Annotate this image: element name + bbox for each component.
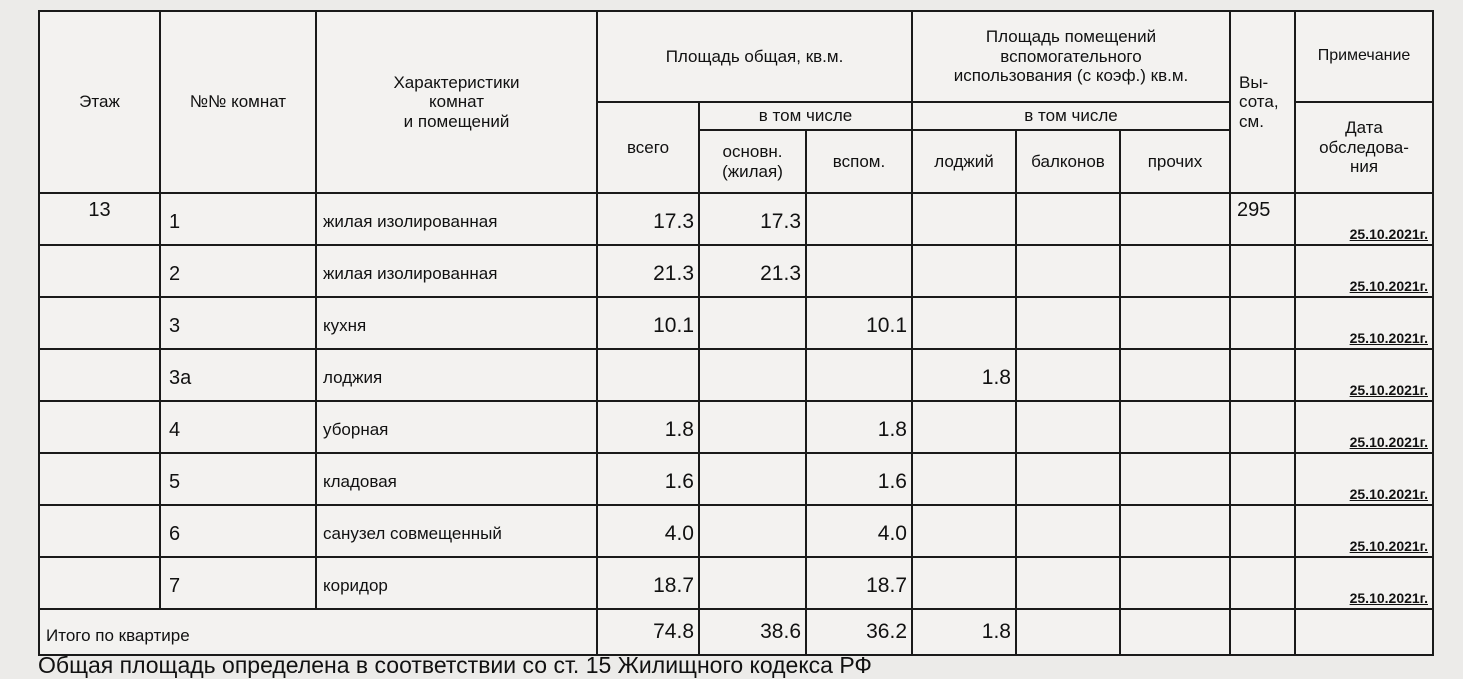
cell-loggia-area xyxy=(912,453,1016,505)
survey-date-value: 25.10.2021г. xyxy=(1349,590,1428,606)
header-room-number: №№ комнат xyxy=(160,11,316,193)
cell-loggia-area xyxy=(912,297,1016,349)
cell-balcony-area xyxy=(1016,557,1120,609)
cell-other-area xyxy=(1120,557,1230,609)
cell-loggia-area xyxy=(912,401,1016,453)
header-aux-area-line-2: вспомогательного xyxy=(1000,46,1142,66)
cell-description: кухня xyxy=(316,297,597,349)
cell-other-area xyxy=(1120,193,1230,245)
header-characteristics-line-2: комнат xyxy=(428,92,485,112)
cell-main-area xyxy=(699,401,806,453)
cell-height xyxy=(1230,505,1295,557)
totals-height xyxy=(1230,609,1295,655)
cell-room-number: 3а xyxy=(160,349,316,401)
cell-main-area xyxy=(699,453,806,505)
cell-main-area xyxy=(699,349,806,401)
cell-floor xyxy=(39,297,160,349)
cell-balcony-area xyxy=(1016,453,1120,505)
header-total-area: Площадь общая, кв.м. xyxy=(597,11,912,102)
table-row xyxy=(39,401,1433,453)
cell-other-area xyxy=(1120,349,1230,401)
cell-aux-area xyxy=(806,245,912,297)
cell-main-area xyxy=(699,297,806,349)
totals-date xyxy=(1295,609,1433,655)
cell-height xyxy=(1230,557,1295,609)
cell-room-number: 6 xyxy=(160,505,316,557)
header-main-line-2: (жилая) xyxy=(722,161,783,181)
cell-loggia-area xyxy=(912,557,1016,609)
cell-other-area xyxy=(1120,245,1230,297)
header-total: всего xyxy=(597,102,699,193)
cell-balcony-area xyxy=(1016,245,1120,297)
totals-row xyxy=(39,609,1433,655)
header-characteristics-line-1: Характеристики xyxy=(393,72,520,92)
header-other: прочих xyxy=(1120,130,1230,193)
cell-description: кладовая xyxy=(316,453,597,505)
cell-aux-area xyxy=(806,193,912,245)
cell-aux-area: 10.1 xyxy=(806,297,912,349)
survey-date-value: 25.10.2021г. xyxy=(1349,330,1428,346)
totals-balcony-area xyxy=(1016,609,1120,655)
cell-height: 295 xyxy=(1230,193,1295,245)
cell-total-area: 1.6 xyxy=(597,453,699,505)
table-row xyxy=(39,505,1433,557)
survey-date-value: 25.10.2021г. xyxy=(1349,226,1428,242)
header-main xyxy=(699,130,806,193)
cell-floor xyxy=(39,401,160,453)
cell-other-area xyxy=(1120,453,1230,505)
cell-description: коридор xyxy=(316,557,597,609)
header-characteristics-line-3: и помещений xyxy=(403,111,510,131)
header-aux: вспом. xyxy=(806,130,912,193)
header-height xyxy=(1230,11,1295,193)
totals-aux-area: 36.2 xyxy=(806,609,912,655)
cell-room-number: 4 xyxy=(160,401,316,453)
cell-total-area: 17.3 xyxy=(597,193,699,245)
cell-floor xyxy=(39,349,160,401)
totals-main-area: 38.6 xyxy=(699,609,806,655)
cell-height xyxy=(1230,245,1295,297)
cell-description: жилая изолированная xyxy=(316,245,597,297)
header-note: Примечание xyxy=(1295,11,1433,102)
cell-height xyxy=(1230,453,1295,505)
header-balconies: балконов xyxy=(1016,130,1120,193)
cell-total-area xyxy=(597,349,699,401)
cell-floor xyxy=(39,505,160,557)
table-row xyxy=(39,557,1433,609)
totals-label: Итого по квартире xyxy=(39,609,597,655)
area-table xyxy=(38,10,1434,656)
table-row xyxy=(39,349,1433,401)
cell-floor: 13 xyxy=(39,193,160,245)
cell-loggia-area xyxy=(912,505,1016,557)
survey-date-value: 25.10.2021г. xyxy=(1349,382,1428,398)
cell-floor xyxy=(39,245,160,297)
header-including-2: в том числе xyxy=(912,102,1230,130)
header-aux-area-line-3: использования (с коэф.) кв.м. xyxy=(953,66,1189,86)
cell-survey-date xyxy=(1295,505,1433,557)
cell-main-area xyxy=(699,557,806,609)
header-survey-date-line-3: ния xyxy=(1349,157,1379,177)
cell-room-number: 2 xyxy=(160,245,316,297)
table-row xyxy=(39,297,1433,349)
cell-floor xyxy=(39,453,160,505)
cell-loggia-area: 1.8 xyxy=(912,349,1016,401)
cell-height xyxy=(1230,349,1295,401)
header-including-1: в том числе xyxy=(699,102,912,130)
cell-total-area: 21.3 xyxy=(597,245,699,297)
cell-main-area xyxy=(699,505,806,557)
survey-date-value: 25.10.2021г. xyxy=(1349,538,1428,554)
cell-survey-date xyxy=(1295,557,1433,609)
cell-main-area: 17.3 xyxy=(699,193,806,245)
cell-room-number: 1 xyxy=(160,193,316,245)
header-survey-date-line-1: Дата xyxy=(1345,118,1383,138)
table-row xyxy=(39,193,1433,245)
header-floor: Этаж xyxy=(39,11,160,193)
cell-floor xyxy=(39,557,160,609)
cell-aux-area: 18.7 xyxy=(806,557,912,609)
cell-other-area xyxy=(1120,297,1230,349)
table-row xyxy=(39,453,1433,505)
survey-date-value: 25.10.2021г. xyxy=(1349,278,1428,294)
cell-description: санузел совмещенный xyxy=(316,505,597,557)
header-survey-date-line-2: обследова- xyxy=(1319,137,1409,157)
cell-balcony-area xyxy=(1016,505,1120,557)
header-characteristics xyxy=(316,11,597,193)
header-height-line-1: Вы- xyxy=(1239,72,1269,92)
header-survey-date xyxy=(1295,102,1433,193)
cell-other-area xyxy=(1120,505,1230,557)
header-aux-area-line-1: Площадь помещений xyxy=(985,27,1157,47)
totals-total-area: 74.8 xyxy=(597,609,699,655)
cell-survey-date xyxy=(1295,193,1433,245)
cell-total-area: 1.8 xyxy=(597,401,699,453)
cell-room-number: 7 xyxy=(160,557,316,609)
footer-note: Общая площадь определена в соответствии со ст. 15 Жилищного кодекса РФ xyxy=(38,652,872,678)
cell-aux-area: 1.6 xyxy=(806,453,912,505)
header-height-line-2: сота, xyxy=(1239,92,1279,112)
totals-other-area xyxy=(1120,609,1230,655)
cell-total-area: 18.7 xyxy=(597,557,699,609)
cell-total-area: 4.0 xyxy=(597,505,699,557)
totals-loggia-area: 1.8 xyxy=(912,609,1016,655)
cell-height xyxy=(1230,297,1295,349)
cell-loggia-area xyxy=(912,193,1016,245)
cell-other-area xyxy=(1120,401,1230,453)
survey-date-value: 25.10.2021г. xyxy=(1349,486,1428,502)
cell-balcony-area xyxy=(1016,193,1120,245)
cell-aux-area xyxy=(806,349,912,401)
cell-aux-area: 4.0 xyxy=(806,505,912,557)
survey-date-value: 25.10.2021г. xyxy=(1349,434,1428,450)
cell-description: лоджия xyxy=(316,349,597,401)
cell-survey-date xyxy=(1295,453,1433,505)
cell-description: уборная xyxy=(316,401,597,453)
cell-survey-date xyxy=(1295,297,1433,349)
area-table-sheet xyxy=(38,10,1434,656)
header-height-line-3: см. xyxy=(1239,111,1264,131)
cell-main-area: 21.3 xyxy=(699,245,806,297)
cell-balcony-area xyxy=(1016,349,1120,401)
cell-height xyxy=(1230,401,1295,453)
cell-survey-date xyxy=(1295,349,1433,401)
table-row xyxy=(39,245,1433,297)
header-aux-area xyxy=(912,11,1230,102)
cell-loggia-area xyxy=(912,245,1016,297)
cell-room-number: 5 xyxy=(160,453,316,505)
header-row-1 xyxy=(39,11,1433,102)
cell-balcony-area xyxy=(1016,401,1120,453)
cell-aux-area: 1.8 xyxy=(806,401,912,453)
cell-survey-date xyxy=(1295,245,1433,297)
cell-total-area: 10.1 xyxy=(597,297,699,349)
header-loggias: лоджий xyxy=(912,130,1016,193)
cell-description: жилая изолированная xyxy=(316,193,597,245)
header-main-line-1: основн. xyxy=(722,141,783,161)
cell-balcony-area xyxy=(1016,297,1120,349)
cell-room-number: 3 xyxy=(160,297,316,349)
cell-survey-date xyxy=(1295,401,1433,453)
